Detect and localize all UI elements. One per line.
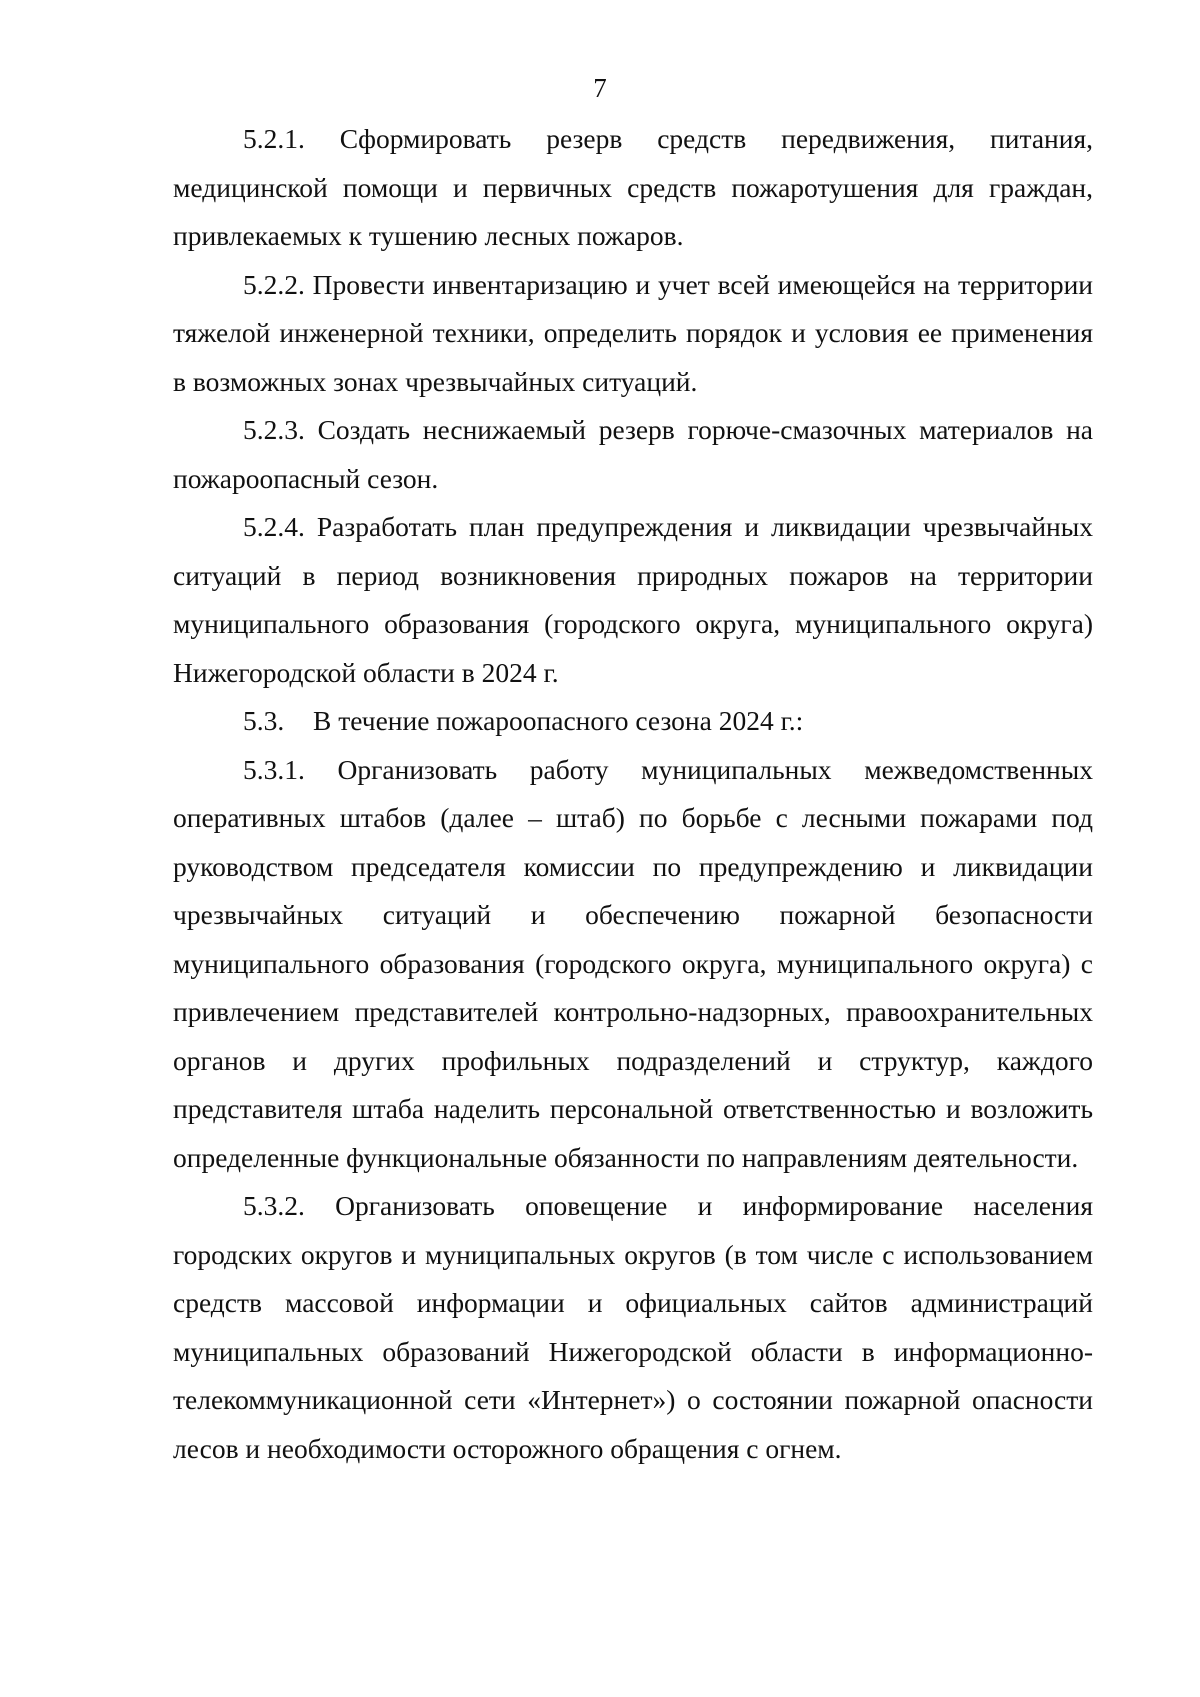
paragraph-number: 5.3.1. <box>243 753 305 785</box>
paragraph-number: 5.2.4. <box>243 511 305 542</box>
paragraph-text: Создать неснижаемый резерв горюче-смазочных материалов на пожароопасный сезон. <box>173 414 1093 494</box>
paragraph-text: Сформировать резерв средств передвижения, питания, медицинской помощи и первичных средств пожаротушения для граждан, привлекаемых к тушению лесных пожаров. <box>173 123 1093 251</box>
paragraph-number: 5.3. <box>243 705 285 736</box>
paragraph-5-2-2 <box>173 261 1093 407</box>
paragraph-number: 5.3.2. <box>243 1190 305 1221</box>
document-body <box>173 115 1093 1473</box>
paragraph-5-3 <box>173 697 1093 746</box>
paragraph-5-3-2 <box>173 1182 1093 1473</box>
paragraph-number: 5.2.1. <box>243 123 305 154</box>
paragraph-5-2-1 <box>173 115 1093 261</box>
paragraph-text: Разработать план предупреждения и ликвидации чрезвычайных ситуаций в период возникновения природных пожаров на территории муниципального образования (городского округа, муниципального округа) Нижегородской области в 2024 г. <box>173 511 1094 688</box>
paragraph-5-2-4 <box>173 503 1093 697</box>
paragraph-5-3-1 <box>173 746 1093 1183</box>
paragraph-text: Провести инвентаризацию и учет всей имеющейся на территории тяжелой инженерной техники, определить порядок и условия ее применения в возможных зонах чрезвычайных ситуаций. <box>173 268 1094 397</box>
paragraph-number: 5.2.2. <box>243 268 305 300</box>
paragraph-text: Организовать работу муниципальных межведомственных оперативных штабов (далее – штаб) по борьбе с лесными пожарами под руководством председателя комиссии по предупреждению и ликвидации чрезвычайных ситуаций и обеспечению пожарной безопасности муниципального образования (городского округа, муниципального округа) с привлечением представителей контрольно-надзорных, правоохранительных органов и других профильных подразделений и структур, каждого представителя штаба наделить персональной ответственностью и возложить определенные функциональные обязанности по направлениям деятельности. <box>173 753 1093 1173</box>
paragraph-text: Организовать оповещение и информирование населения городских округов и муниципальных округов (в том числе с использованием средств массовой информации и официальных сайтов администраций муниципальных образований Нижегородской области в информационно-телекоммуникационной сети «Интернет») о состоянии пожарной опасности лесов и необходимости осторожного обращения с огнем. <box>173 1190 1093 1464</box>
paragraph-number: 5.2.3. <box>243 414 305 445</box>
page-number: 7 <box>593 73 607 103</box>
paragraph-5-2-3 <box>173 406 1093 503</box>
paragraph-text: В течение пожароопасного сезона 2024 г.: <box>313 705 804 736</box>
